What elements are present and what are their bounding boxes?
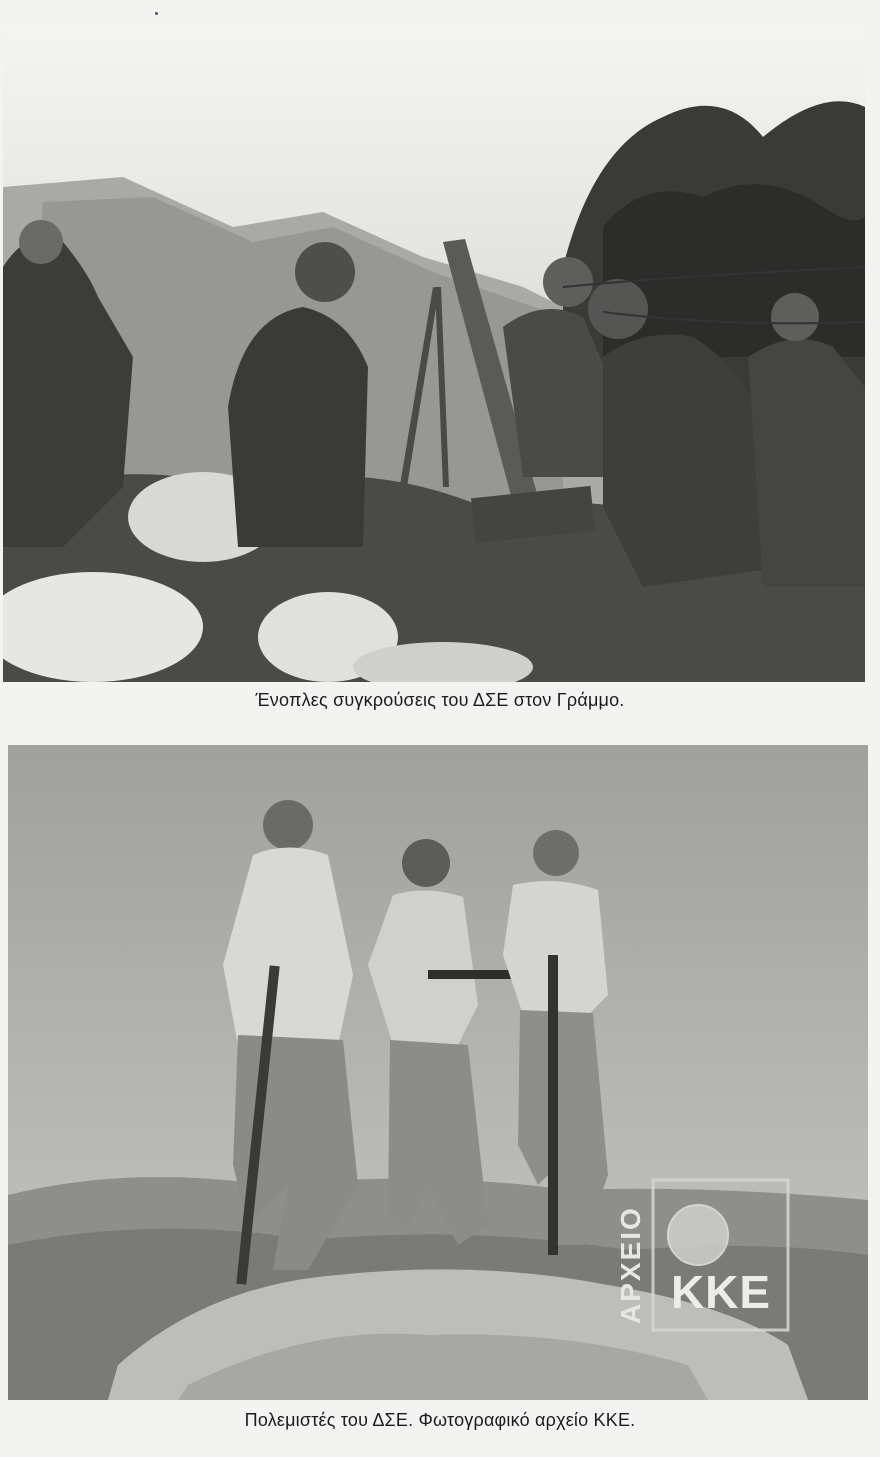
scan-speck — [155, 12, 158, 15]
watermark-vertical-text: ΑΡΧΕΙΟ — [615, 1206, 646, 1324]
photo-caption-kke-archive: Πολεμιστές του ΔΣΕ. Φωτογραφικό αρχείο ΚΚΕ. — [244, 1410, 636, 1430]
photo-mortar-crew-image — [3, 27, 865, 682]
photo-three-fighters — [8, 745, 868, 1400]
photo-caption-grammos: Ένοπλες συγκρούσεις του ΔΣΕ στον Γράμμο. — [255, 690, 625, 710]
watermark-kke-logo-text: ΚΚΕ — [670, 1266, 772, 1318]
photo-mortar-crew — [3, 27, 865, 682]
